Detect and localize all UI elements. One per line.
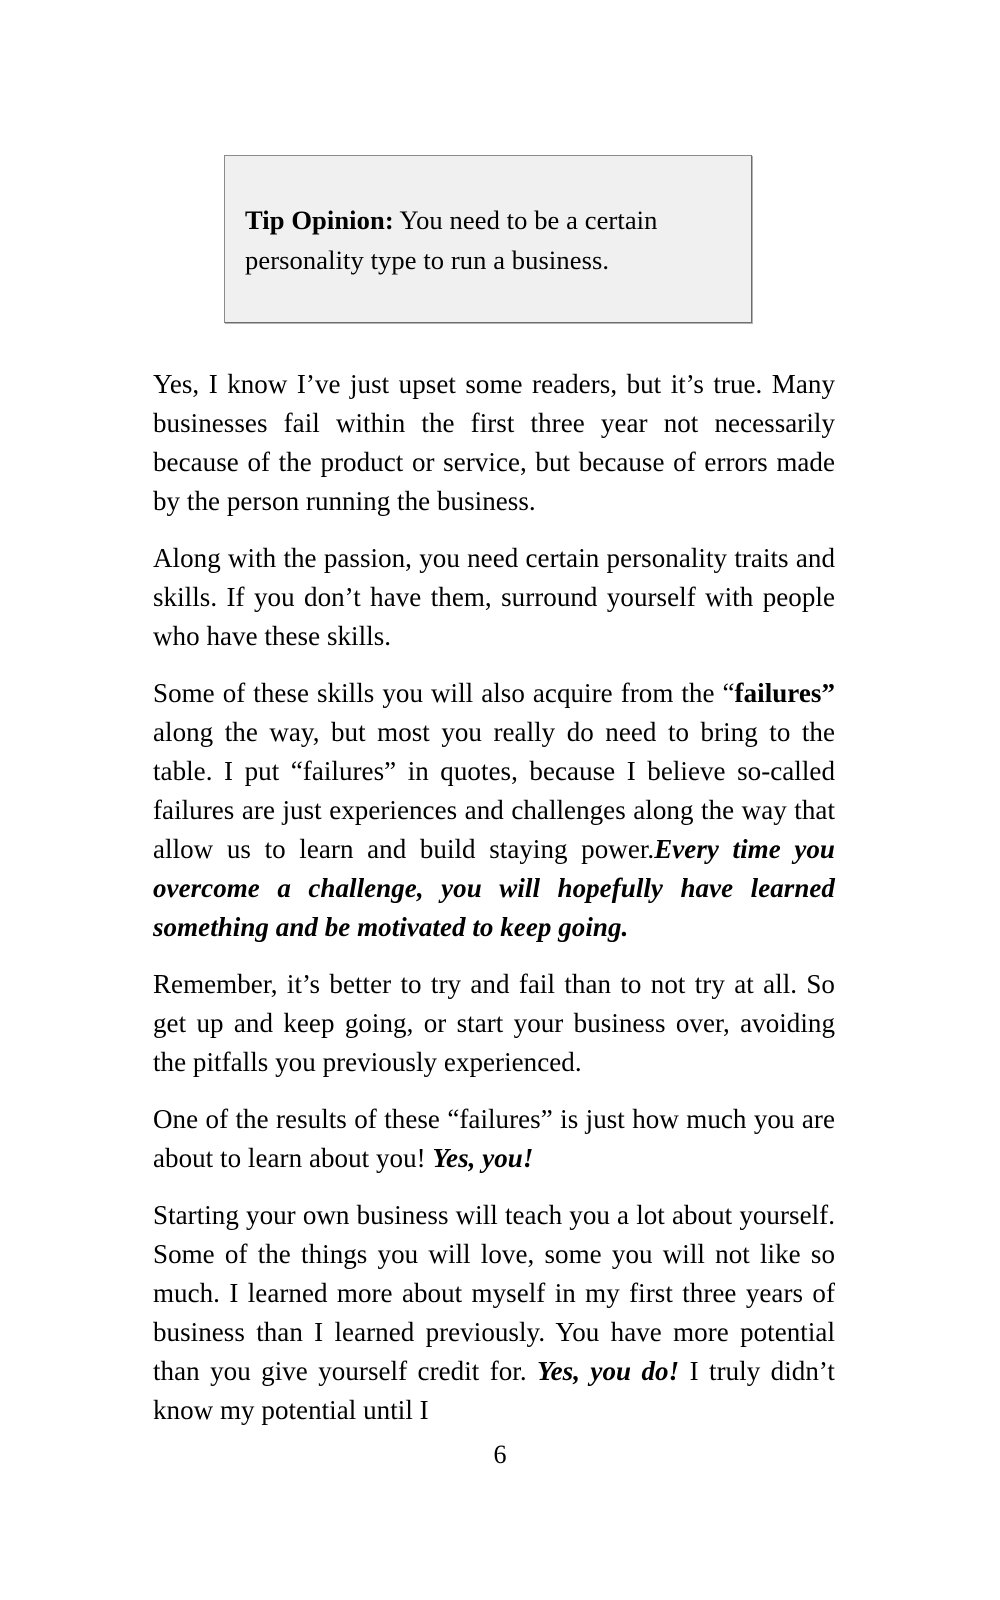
- paragraph-3-bolditalic-emphasis: Every time you overcome a challenge, you will hopefully have learned something and be motivated to keep going.: [153, 834, 835, 942]
- paragraph-3-lead: Some of these skills you will also acquire from the “: [153, 678, 735, 708]
- tip-callout-text: [245, 200, 731, 280]
- page-content-column: [153, 0, 835, 1430]
- body-paragraph-2: Along with the passion, you need certain personality traits and skills. If you don’t have them, surround yourself with people who have these skills.: [153, 543, 835, 651]
- page-number: 6: [493, 1440, 507, 1469]
- tip-callout-body: You need to be a certain personality type to run a business.: [245, 204, 658, 275]
- paragraph-6-lead: Starting your own business will teach you a lot about yourself. Some of the things you will love, some you will not like so much. I learned more about myself in my first three years of business than I learned previously. You have more potential than you give yourself credit for.: [153, 1200, 835, 1386]
- paragraph-3-middle: along the way, but most you really do need to bring to the table. I put “failures” in quotes, because I believe so-called failures are just experiences and challenges along the way that allow us to learn and build staying power.: [153, 717, 835, 864]
- tip-callout-label: Tip Opinion:: [245, 204, 394, 235]
- paragraph-5-lead: One of the results of these “failures” is just how much you are about to learn about you!: [153, 1104, 835, 1173]
- tip-callout-box: [224, 155, 752, 323]
- paragraph-6-tail: I truly didn’t know my potential until I: [153, 1356, 835, 1425]
- paragraph-3-bold-emphasis: failures”: [734, 678, 835, 708]
- body-paragraph-5: [153, 1100, 835, 1178]
- paragraph-6-bolditalic-emphasis: Yes, you do!: [537, 1356, 680, 1386]
- body-paragraph-4: Remember, it’s better to try and fail than to not try at all. So get up and keep going, or start your business over, avoiding the pitfalls you previously experienced.: [153, 969, 835, 1077]
- body-paragraph-3: [153, 674, 835, 947]
- body-paragraph-6: [153, 1196, 835, 1430]
- paragraph-5-bolditalic-emphasis: Yes, you!: [432, 1143, 534, 1173]
- body-paragraph-1: Yes, I know I’ve just upset some readers, but it’s true. Many businesses fail within the first three year not necessarily because of the product or service, but because of errors made by the person running the business.: [153, 369, 835, 516]
